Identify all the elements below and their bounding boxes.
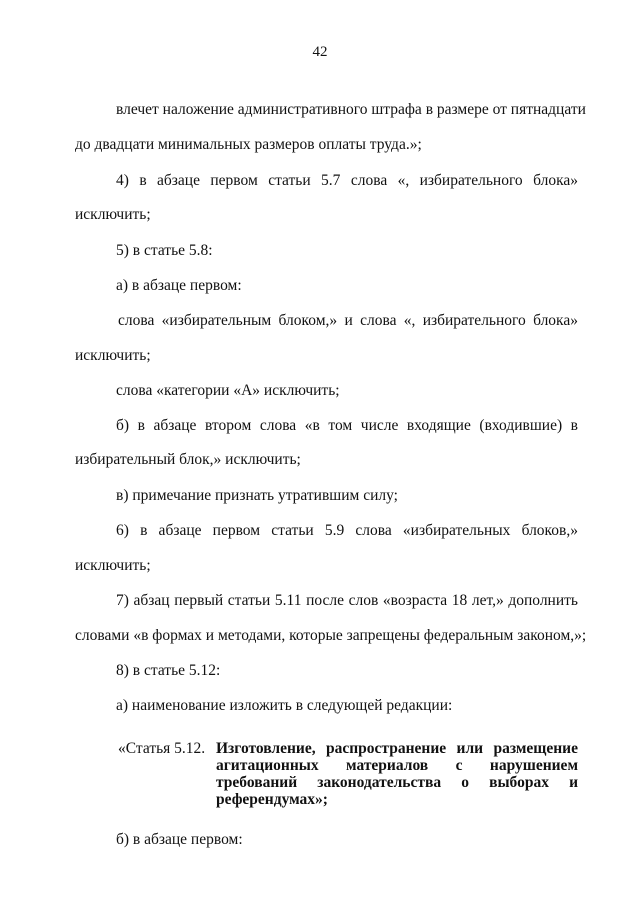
paragraph-line: в) примечание признать утратившим силу; [116, 487, 398, 504]
paragraph-line: избирательный блок,» исключить; [75, 451, 301, 468]
paragraph-line: 8) в статье 5.12: [116, 662, 221, 679]
paragraph-line: б) в абзаце втором слова «в том числе входящие (входившие) в [116, 417, 578, 434]
paragraph-line: 4) в абзаце первом статьи 5.7 слова «, избирательного блока» [116, 172, 578, 189]
article-title-line: требований законодательства о выборах и [216, 774, 578, 791]
article-title-line: агитационных материалов с нарушением [216, 757, 578, 774]
paragraph-line: а) наименование изложить в следующей редакции: [116, 697, 453, 714]
article-title [216, 740, 578, 808]
paragraph-line: 5) в статье 5.8: [116, 242, 213, 259]
paragraph-line: словами «в формах и методами, которые запрещены федеральным законом,»; [75, 627, 587, 644]
article-title-line: Изготовление, распространение или размещение [216, 740, 578, 757]
paragraph-line: 7) абзац первый статьи 5.11 после слов «возраста 18 лет,» дополнить [116, 592, 578, 609]
paragraph-line: слова «избирательным блоком,» и слова «, избирательного блока» [118, 312, 578, 329]
paragraph-line: исключить; [75, 206, 151, 223]
paragraph-line: слова «категории «А» исключить; [116, 382, 340, 399]
article-number: «Статья 5.12. [118, 740, 206, 757]
paragraph-line: 6) в абзаце первом статьи 5.9 слова «избирательных блоков,» [116, 522, 578, 539]
page-number: 42 [312, 44, 328, 60]
paragraph-line: а) в абзаце первом: [116, 277, 242, 294]
article-title-line: референдумах»; [216, 791, 328, 808]
paragraph-line: исключить; [75, 347, 151, 364]
paragraph-line: до двадцати минимальных размеров оплаты труда.»; [75, 136, 422, 153]
paragraph-line: влечет наложение административного штрафа в размере от пятнадцати [116, 101, 586, 118]
paragraph-line: б) в абзаце первом: [116, 831, 243, 848]
paragraph-line: исключить; [75, 557, 151, 574]
